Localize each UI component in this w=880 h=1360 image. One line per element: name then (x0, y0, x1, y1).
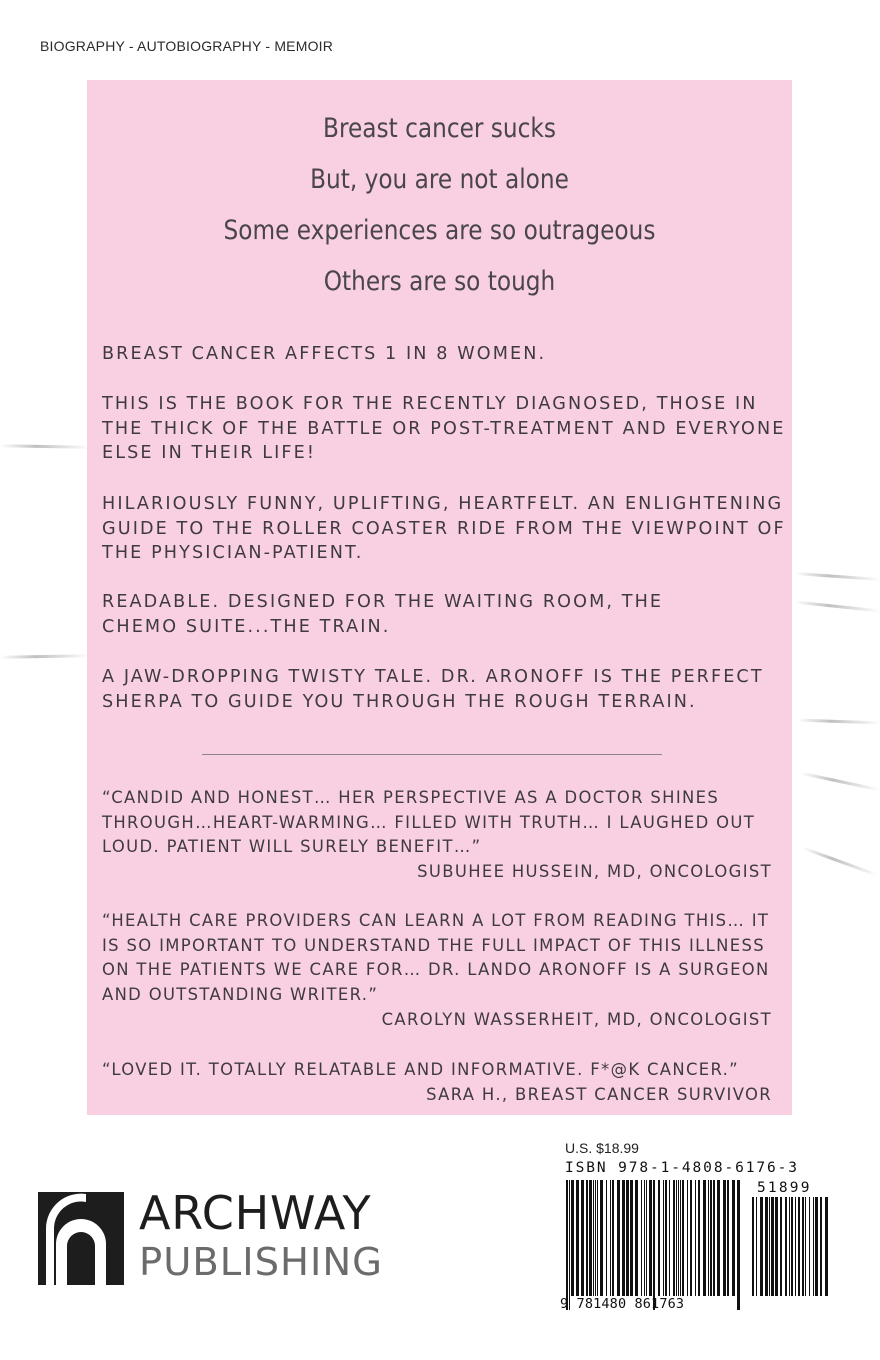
barcode-bar (644, 1180, 645, 1296)
barcode-bar (752, 1197, 754, 1296)
barcode-bar (780, 1197, 782, 1296)
barcode-bar (802, 1197, 804, 1296)
back-cover-panel (87, 80, 792, 1115)
barcode-bar (820, 1197, 822, 1296)
barcode-bar (617, 1180, 620, 1296)
description-paragraph: READABLE. DESIGNED FOR THE WAITING ROOM, THE CHEMO SUITE...THE TRAIN. (102, 592, 664, 637)
barcode-bar (737, 1180, 740, 1310)
isbn-label: ISBN 978-1-4808-6176-3 (565, 1160, 799, 1176)
brush-stroke (802, 846, 878, 876)
review-attribution: SARA H., BREAST CANCER SURVIVOR (426, 1085, 772, 1104)
barcode-bar (813, 1197, 814, 1296)
archway-logo-icon (38, 1192, 124, 1285)
tagline: Breast cancer sucks (323, 113, 556, 144)
barcode-bar (673, 1180, 675, 1296)
barcode-bar (676, 1180, 677, 1296)
barcode-bar (665, 1180, 667, 1296)
brush-stroke (795, 572, 880, 581)
review-quote: “LOVED IT. TOTALLY RELATABLE AND INFORMATIVE. F*@K CANCER.” (102, 1060, 740, 1079)
isbn-barcode (565, 1180, 741, 1310)
tagline: Others are so tough (323, 266, 556, 297)
barcode-bar (825, 1197, 828, 1296)
barcode-bar (703, 1180, 706, 1296)
barcode-bar (635, 1180, 638, 1296)
barcode-bar (713, 1180, 715, 1296)
barcode-bar (732, 1180, 735, 1296)
barcode-bar (576, 1180, 579, 1296)
barcode-bar (630, 1180, 633, 1296)
divider (202, 754, 662, 755)
barcode-bar (626, 1180, 629, 1296)
barcode-bar (600, 1180, 603, 1296)
barcode-bar (710, 1180, 712, 1296)
barcode-bar (708, 1180, 709, 1296)
barcode-bar (785, 1197, 787, 1296)
brush-stroke (0, 654, 90, 659)
description-paragraph: HILARIOUSLY FUNNY, UPLIFTING, HEARTFELT. AN ENLIGHTENING GUIDE TO THE ROLLER COASTER RIDE FROM THE VIEWPOINT OF THE PHYSICIAN-PATIENT. (102, 494, 786, 563)
barcode-bar (695, 1180, 696, 1296)
barcode-bar (791, 1197, 793, 1296)
barcode-bar (756, 1197, 757, 1296)
barcode-bar (765, 1197, 768, 1296)
tagline: But, you are not alone (310, 164, 569, 195)
brush-stroke (795, 601, 880, 613)
review-attribution: SUBUHEE HUSSEIN, MD, ONCOLOGIST (417, 862, 772, 881)
price-barcode (751, 1197, 833, 1310)
barcode-bar (612, 1180, 614, 1296)
barcode-bar (658, 1180, 660, 1296)
barcode-bar (795, 1197, 796, 1296)
review-quote: “HEALTH CARE PROVIDERS CAN LEARN A LOT FROM READING THIS… IT IS SO IMPORTANT TO UNDERSTAND THE FULL IMPACT OF THIS ILLNESS ON THE PATIENTS WE CARE FOR… DR. LANDO ARONOFF IS A SURGEON AND OUTSTANDING WRITER.” (102, 911, 770, 1004)
publisher-subtitle: PUBLISHING (139, 1240, 383, 1285)
barcode-bar (589, 1180, 592, 1296)
barcode-bar (723, 1180, 726, 1296)
barcode-bar (610, 1180, 611, 1296)
barcode-bar (775, 1197, 778, 1296)
price-label: U.S. $18.99 (565, 1140, 639, 1156)
barcode-bar (622, 1180, 625, 1296)
barcode-bar (727, 1180, 729, 1296)
barcode-bar (595, 1180, 596, 1296)
barcode-bar (581, 1180, 584, 1296)
barcode-bar (680, 1180, 681, 1296)
barcode-bar (809, 1197, 810, 1296)
barcode-bar (687, 1180, 688, 1296)
barcode-bar (663, 1180, 664, 1296)
description-paragraph: BREAST CANCER AFFECTS 1 IN 8 WOMEN. (102, 344, 547, 364)
brush-stroke (798, 719, 880, 725)
barcode-number: 9 781480 861763 (560, 1296, 685, 1312)
barcode-bar (646, 1180, 647, 1296)
barcode-bar (649, 1180, 652, 1296)
barcode-addon-number: 51899 (757, 1180, 812, 1196)
review-quote: “CANDID AND HONEST… HER PERSPECTIVE AS A DOCTOR SHINES THROUGH…HEART-WARMING… FILLED WITH TRUTH… I LAUGHED OUT LOUD. PATIENT WILL SURELY BENEFIT…” (102, 788, 756, 856)
barcode-bar (653, 1180, 655, 1310)
barcode-bar (690, 1180, 692, 1296)
barcode-bar (760, 1197, 763, 1296)
description-paragraph: THIS IS THE BOOK FOR THE RECENTLY DIAGNOSED, THOSE IN THE THICK OF THE BATTLE OR POST-TREATMENT AND EVERYONE ELSE IN THEIR LIFE! (102, 394, 786, 463)
barcode-bar (789, 1197, 790, 1296)
barcode-bar (597, 1180, 598, 1296)
barcode-bar (569, 1180, 570, 1310)
barcode-bar (641, 1180, 642, 1296)
review-attribution: CAROLYN WASSERHEIT, MD, ONCOLOGIST (381, 1010, 772, 1029)
barcode-bar (815, 1197, 818, 1296)
publisher-name: ARCHWAY (139, 1186, 372, 1240)
barcode-bar (769, 1197, 770, 1296)
barcode-bar (669, 1180, 670, 1296)
barcode-bar (771, 1197, 774, 1296)
brush-stroke (0, 444, 90, 449)
genre-label: BIOGRAPHY - AUTOBIOGRAPHY - MEMOIR (40, 38, 334, 54)
barcode-bar (566, 1180, 568, 1310)
barcode-bar (678, 1180, 679, 1296)
barcode-bar (717, 1180, 720, 1296)
tagline: Some experiences are so outrageous (223, 215, 656, 246)
barcode-bar (593, 1180, 594, 1296)
barcode-bar (798, 1197, 800, 1296)
barcode-bar (571, 1180, 574, 1296)
barcode-bar (606, 1180, 607, 1296)
brush-stroke (801, 772, 880, 792)
barcode-bar (698, 1180, 700, 1296)
barcode-bar (805, 1197, 806, 1296)
description-paragraph: A JAW-DROPPING TWISTY TALE. DR. ARONOFF IS THE PERFECT SHERPA TO GUIDE YOU THROUGH THE ROUGH TERRAIN. (102, 667, 764, 712)
barcode-bar (586, 1180, 588, 1296)
barcode-bar (682, 1180, 684, 1296)
